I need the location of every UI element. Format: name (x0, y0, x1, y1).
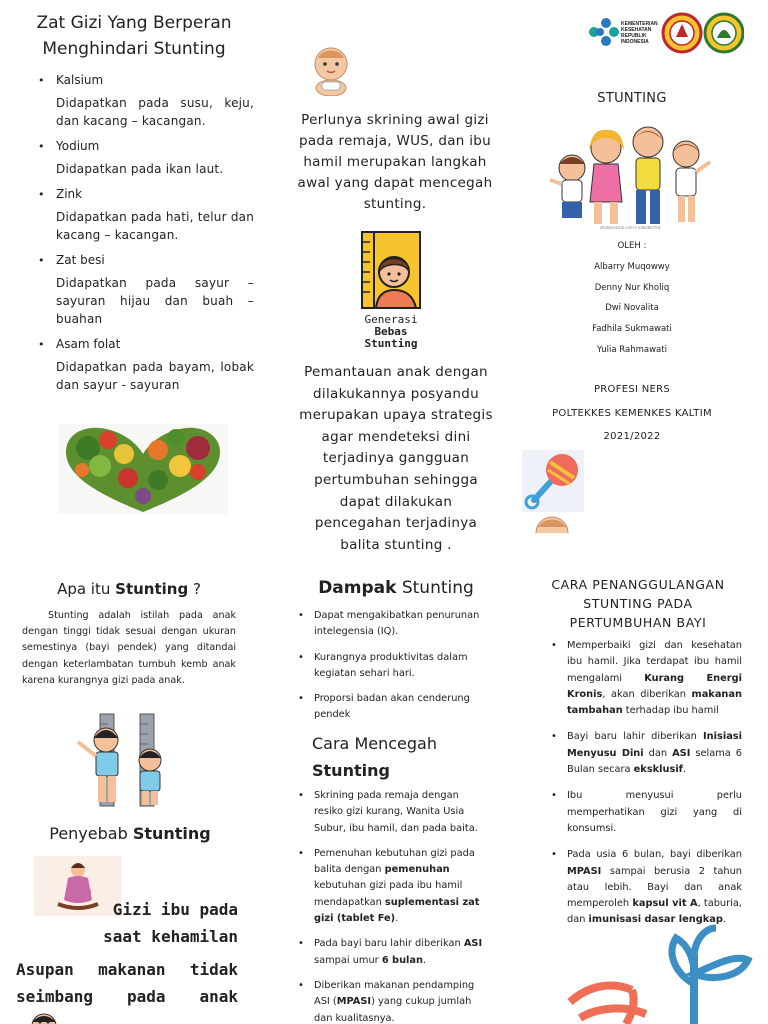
campus-seal-icon (705, 14, 743, 52)
bullet-icon: • (298, 847, 304, 859)
heading-text: ? (188, 580, 201, 598)
prevention-item (298, 936, 484, 969)
bold-text: Inisiasi Menyusu Dini (567, 731, 742, 759)
heading-bold: Stunting (115, 580, 189, 598)
impact-list (298, 608, 484, 733)
item-text: sampai berusia 2 tahun atau lebih. Bayi dan anak memperoleh (567, 865, 742, 910)
heading-bold: Dampak (318, 578, 397, 598)
item-text: Pada usia 6 bulan, bayi diberikan (567, 849, 742, 861)
item-text: , taburia, dan (567, 898, 743, 926)
nutrient-source: Didapatkan pada ikan laut. (56, 162, 224, 176)
logos-svg (584, 12, 744, 56)
nutrients-panel (14, 10, 254, 402)
posyandu-paragraph: Pemantauan anak dengan dilakukannya posyandu merupakan upaya strategis agar mendeteksi dini terjadinya gangguan pertumbuhan sehingga dapat dilakukan pencegahan terjadinya balita stunting . (299, 364, 493, 553)
baby-icon (308, 44, 354, 96)
heading-text: Stunting (396, 578, 474, 598)
child-head-icon (24, 1010, 64, 1024)
prevention-item (298, 846, 484, 927)
cause-line: Gizi ibu pada (112, 900, 238, 919)
baby-head-icon (530, 515, 574, 533)
item-text: selama 6 Bulan secara (567, 747, 742, 776)
cause-line (16, 956, 238, 983)
bold-text: suplementasi zat gizi (tablet Fe) (314, 896, 480, 925)
prevention-heading (312, 730, 492, 784)
nutrient-source: Didapatkan pada susu, keju, dan kacang – kacangan. (56, 96, 254, 128)
heading-text: Cara Mencegah (312, 734, 437, 753)
bold-text: eksklusif (633, 764, 683, 776)
bullet-icon: • (298, 790, 304, 801)
kemenkes-text: KEMENTERIAN (621, 21, 658, 27)
bold-text: kapsul vit A (632, 898, 698, 910)
bold-text: makanan tambahan (567, 688, 742, 717)
vegetables-heart-image (58, 424, 228, 514)
item-text: dan (643, 747, 673, 759)
heading-text: Apa itu (57, 580, 116, 598)
bold-text: ASI (672, 747, 691, 759)
bold-text: MPASI (336, 996, 372, 1008)
bullet-icon: • (38, 254, 45, 267)
treatment-item (551, 847, 742, 928)
nutrient-source: Didapatkan pada bayam, lobak dan sayur - sayuran (56, 360, 254, 392)
item-text: Pemenuhan kebutuhan gizi pada balita dengan (314, 847, 475, 876)
cause-word: Asupan (16, 960, 74, 979)
plant-decoration (566, 924, 756, 1024)
treatment-list (551, 638, 742, 939)
bullet-icon: • (38, 74, 45, 87)
program-name: PROFESI NERS (593, 384, 671, 395)
item-text: sampai umur (314, 954, 382, 966)
child-measure-icon (356, 230, 426, 310)
cause-line: saat kehamilan (103, 927, 238, 946)
author-name: Dwi Novalita (605, 303, 659, 314)
what-is-stunting-heading (24, 580, 234, 598)
item-text: Kurangnya produktivitas dalam kegiatan sehari hari. (314, 651, 468, 679)
cover-title: STUNTING (597, 91, 667, 106)
nutrients-title: Zat Gizi Yang Berperan Menghindari Stunting (36, 13, 232, 59)
item-text: . (682, 764, 687, 776)
item-text: Bayi baru lahir diberikan (567, 731, 704, 743)
cause-line (16, 983, 238, 1010)
impact-item (298, 650, 484, 683)
institution-logos (584, 12, 744, 56)
kemenkes-logo-icon (589, 18, 619, 46)
nutrient-item (14, 252, 254, 328)
item-text: . (722, 914, 727, 926)
cause-word: anak (199, 987, 238, 1006)
impact-heading (296, 578, 496, 598)
logo-text-line: Stunting (364, 337, 418, 350)
nutrients-list (14, 72, 254, 394)
causes-heading (20, 824, 240, 843)
treatment-item (551, 788, 742, 837)
item-text: , akan diberikan (602, 688, 692, 700)
item-text: Proporsi badan akan cenderung pendek (314, 693, 470, 721)
treatment-item (551, 729, 742, 778)
logo-text-line: Generasi (364, 313, 418, 326)
nutrient-item (14, 186, 254, 244)
authors-block (560, 236, 704, 361)
baby-rattle-icon (522, 450, 584, 512)
bullet-icon: • (551, 640, 557, 651)
cause-word: seimbang (16, 987, 94, 1006)
generasi-bebas-stunting-logo (356, 230, 426, 348)
institution-block (535, 378, 729, 449)
nutrient-item (14, 72, 254, 130)
nutrient-source: Didapatkan pada sayur – sayuran hijau dan buah – buahan (56, 276, 254, 326)
bullet-icon: • (298, 938, 304, 950)
author-name: Denny Nur Kholiq (594, 282, 670, 293)
by-label: OLEH : (617, 241, 647, 251)
heading-line: CARA PENANGGULANGAN (551, 577, 725, 592)
heading-line: STUNTING PADA (583, 596, 693, 611)
kemenkes-text: REPUBLIK (621, 33, 647, 39)
nutrient-name: Asam folat (56, 337, 121, 351)
children-illustration (544, 116, 716, 232)
cause-word: tidak (189, 960, 238, 979)
bullet-icon: • (38, 338, 45, 351)
author-name: Albarry Muqowwy (594, 261, 670, 272)
bullet-icon: • (298, 610, 304, 621)
item-text: kebutuhan gizi pada ibu hamil mendapatkan (314, 880, 463, 908)
heading-bold: Stunting (132, 824, 211, 843)
poltekkes-seal-icon (663, 14, 701, 52)
item-text: Memperbaiki gizi dan kesehatan ibu hamil. Jika terdapat ibu hamil mengalami (567, 640, 742, 684)
academic-year: 2021/2022 (603, 431, 661, 442)
nutrient-item (14, 138, 254, 178)
image-credit: shutterstock.com • 136265763 (599, 225, 661, 230)
item-text: . (423, 954, 427, 966)
nutrient-source: Didapatkan pada hati, telur dan kacang – kacangan. (56, 210, 254, 242)
heading-line: PERTUMBUHAN BAYI (569, 615, 707, 630)
bullet-icon: • (551, 849, 557, 861)
cause-maternal-nutrition (100, 896, 238, 950)
bold-text: 6 bulan (381, 954, 423, 966)
cause-word: pada (127, 987, 166, 1006)
logo-text-line: Bebas (374, 325, 408, 338)
cause-unbalanced-intake (16, 956, 238, 1010)
definition-paragraph: Stunting adalah istilah pada anak dengan tinggi tidak sesuai dengan ukuran semestinya (bayi pendek) yang ditandai dengan keterlambatan tumbuh kemb anak karena kurangnya gizi pada anak. (22, 610, 236, 686)
bullet-icon: • (298, 979, 304, 991)
bullet-icon: • (551, 731, 557, 743)
item-text: . (395, 913, 399, 925)
treatment-item (551, 638, 742, 719)
item-text: Skrining pada remaja dengan resiko gizi kurang, Wanita Usia Subur, ibu hamil, dan pada baita. (314, 790, 478, 834)
kemenkes-text: INDONESIA (621, 39, 649, 45)
heading-text: Penyebab (49, 824, 133, 843)
nutrient-name: Zat besi (56, 253, 105, 267)
item-text: Ibu menyusui perlu memperhatikan gizi yang di konsumsi. (567, 790, 742, 834)
height-comparison-illustration (74, 712, 178, 808)
bold-text: ASI (463, 938, 483, 950)
bullet-icon: • (38, 188, 45, 201)
nutrient-item (14, 336, 254, 394)
prevention-list (298, 788, 484, 1024)
bold-text: MPASI (567, 865, 602, 877)
author-name: Fadhila Sukmawati (592, 324, 672, 335)
screening-paragraph: Perlunya skrining awal gizi pada remaja, WUS, dan ibu hamil merupakan langkah awal yang dapat mencegah stunting. (297, 112, 493, 212)
bold-text: pemenuhan (384, 864, 450, 876)
treatment-heading (546, 575, 730, 632)
prevention-item (298, 978, 484, 1024)
prevention-item (298, 788, 484, 837)
nutrient-name: Yodium (56, 139, 100, 153)
nutrient-name: Zink (56, 187, 83, 201)
cause-word: makanan (98, 960, 166, 979)
heading-bold: Stunting (312, 761, 390, 780)
bullet-icon: • (298, 693, 304, 705)
impact-item (298, 691, 484, 724)
author-name: Yulia Rahmawati (597, 344, 667, 355)
impact-item (298, 608, 484, 641)
bold-text: Kurang Energi Kronis (567, 672, 743, 700)
item-text: Diberikan makanan pendamping ASI ( (314, 979, 475, 1008)
item-text: ) yang cukup jumlah dan kualitasnya. (314, 996, 472, 1024)
bullet-icon: • (38, 140, 45, 153)
bullet-icon: • (551, 790, 557, 802)
item-text: Pada bayi baru lahir diberikan (314, 938, 464, 950)
item-text: Dapat mengakibatkan penurunan intelegensia (IQ). (314, 610, 480, 638)
nutrient-name: Kalsium (56, 73, 104, 87)
kemenkes-text: KESEHATAN (621, 27, 652, 33)
bullet-icon: • (298, 651, 304, 663)
bold-text: imunisasi dasar lengkap (588, 914, 723, 926)
institution-name: POLTEKKES KEMENKES KALTIM (552, 407, 712, 419)
item-text: terhadap ibu hamil (622, 705, 719, 717)
